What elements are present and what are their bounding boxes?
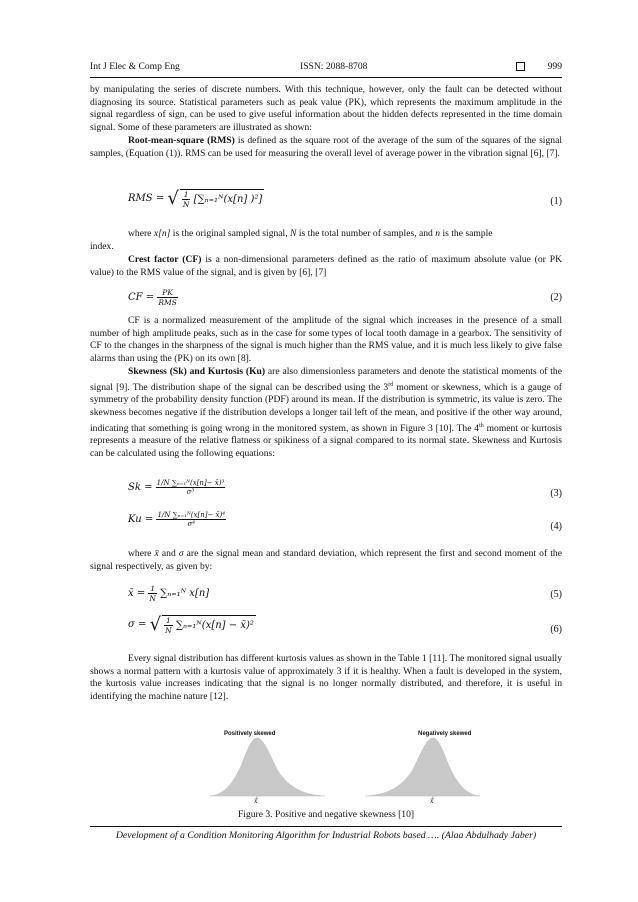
where2-c: are the signal mean and standard deviation, which represent the first and second moment of the signal respectively, as given by: bbox=[90, 548, 562, 572]
equation-4-math: Ku = $\frac{\text{1/N ∑ₙ₌₁ᴺ(x[n]− x̄)⁴}}{\text{σ⁴}}$ bbox=[128, 511, 226, 528]
eq6-radicand bbox=[162, 615, 256, 635]
eq3-numerator: 1/N ∑ₙ₌₁ᴺ(x[n]− x̄)³ bbox=[156, 479, 225, 487]
mean-symbol-left: x̄ bbox=[254, 798, 258, 805]
paragraph-where-1 bbox=[90, 228, 562, 241]
paragraph-skewness-kurtosis bbox=[90, 366, 562, 461]
label-negatively-skewed: Negatively skewed bbox=[418, 731, 472, 737]
equation-2-math: CF = $\frac{PK}{\text{RMS}}$ bbox=[128, 288, 177, 307]
eq1-number: (1) bbox=[550, 196, 562, 207]
header-rule bbox=[90, 77, 562, 78]
equation-3-math: Sk = $\frac{\text{1/N ∑ₙ₌₁ᴺ(x[n]− x̄)³}}{\text{σ³}}$ bbox=[128, 479, 225, 496]
cf-text: is a non-dimensional parameters defined as the ratio of maximum absolute value (or PK value) to the RMS value of the signal, and is given by [6], [7] bbox=[90, 254, 562, 278]
mean-symbol-right: x̄ bbox=[430, 798, 434, 805]
eq5-lhs: x̄ bbox=[128, 588, 134, 599]
eq5-frac-num: 1 bbox=[150, 584, 156, 593]
paragraph-kurtosis-values: Every signal distribution has different kurtosis values as shown in the Table 1 [11]. The monitored signal usually shows a normal pattern with a kurtosis value of approximately 3 if it is healthy. When a fault is developed in the system, the kurtosis value increases indicating that the signal is no longer normally distributed, and therefore, it is useful in identifying the machine nature [12]. bbox=[90, 653, 562, 702]
sqrt-icon: √ bbox=[149, 614, 162, 635]
eq5-body: ∑ₙ₌₁ᴺ x[n] bbox=[160, 588, 210, 599]
sk-term: Skewness (Sk) and Kurtosis (Ku) bbox=[128, 366, 266, 377]
cf-term: Crest factor (CF) bbox=[128, 254, 202, 265]
sk-sup-rd: rd bbox=[388, 381, 394, 388]
eq6-frac-den: N bbox=[165, 625, 172, 635]
footer-rule bbox=[90, 826, 562, 827]
where1-b: is the original sampled signal, bbox=[170, 228, 291, 239]
running-header bbox=[90, 61, 562, 75]
eq4-number: (4) bbox=[550, 521, 562, 532]
eq6-lhs: σ bbox=[128, 619, 135, 630]
running-footer: Development of a Condition Monitoring Algorithm for Industrial Robots based …. (Alaa Abdulhady Jaber) bbox=[115, 830, 537, 841]
eq1-lhs: RMS bbox=[128, 193, 153, 204]
where2-b: and bbox=[158, 548, 179, 559]
eq4-lhs: Ku bbox=[128, 514, 142, 525]
page-number: 999 bbox=[547, 61, 562, 72]
equation-1 bbox=[90, 188, 562, 216]
equation-6-math: σ = √ $\frac{1}{N}$ ∑ₙ₌₁ᴺ(x[n] − x̄)² bbox=[128, 614, 254, 635]
label-positively-skewed: Positively skewed bbox=[224, 731, 276, 737]
paragraph-intro: by manipulating the series of discrete numbers. With this technique, however, only the fault can be detected without diagnosing its source. Statistical parameters such as peak value (PK), which represents the maximum amplitude in the signal regardless of sign, can be used to give useful information about the hidden defects represented in the time domain signal. Some of these parameters are illustrated as shown: bbox=[90, 84, 562, 133]
skewness-curves bbox=[210, 726, 480, 808]
eq3-number: (3) bbox=[550, 488, 562, 499]
paragraph-rms bbox=[90, 135, 562, 160]
eq6-frac-num: 1 bbox=[165, 615, 171, 625]
where1-a: where bbox=[128, 228, 154, 239]
figure-caption: Figure 3. Positive and negative skewness [10] bbox=[237, 809, 415, 820]
eq4-denominator: σ⁴ bbox=[187, 520, 196, 528]
where2-xbar: x̄ bbox=[154, 548, 159, 559]
where2-a: where bbox=[128, 548, 155, 559]
eq1-frac-num: 1 bbox=[183, 189, 189, 199]
paragraph-cf-description: CF is a normalized measurement of the amplitude of the signal which increases in the presence of a small number of high amplitude peaks, such as in the case for some types of local tooth damage in a gearbox. The sensitivity of CF to the changes in the sharpness of the signal is much higher than the RMS value, and it is much less likely to give false alarms than using the (PK) on its own [8]. bbox=[90, 315, 562, 364]
eq1-frac-den: N bbox=[182, 199, 190, 209]
eq4-numerator: 1/N ∑ₙ₌₁ᴺ(x[n]− x̄)⁴ bbox=[157, 511, 226, 519]
sk-text-a: are also dimensionless parameters and denote the statistical moments of the signal [9]. The distribution shape of the signal can be described using the 3 bbox=[90, 366, 562, 393]
figure-skewness bbox=[210, 726, 480, 808]
eq2-frac-num: PK bbox=[157, 288, 177, 298]
negative-skew-curve bbox=[365, 738, 480, 796]
where1-N: N bbox=[290, 228, 297, 239]
eq1-radicand bbox=[180, 189, 264, 209]
equation-5-math: x̄ = $\frac{1}{N}$ ∑ₙ₌₁ᴺ x[n] bbox=[128, 584, 210, 603]
journal-name: Int J Elec & Comp Eng bbox=[90, 61, 180, 72]
eq3-denominator: σ³ bbox=[186, 488, 195, 496]
sk-sup-th: th bbox=[479, 422, 484, 429]
eq6-number: (6) bbox=[550, 624, 562, 635]
eq3-lhs: Sk bbox=[128, 482, 141, 493]
index-word: index. bbox=[90, 241, 114, 252]
where1-x: x[n] bbox=[153, 228, 171, 239]
eq1-body: [∑ₙ₌₁ᴺ(x[n] )²] bbox=[193, 193, 263, 205]
eq2-lhs: CF bbox=[128, 292, 143, 303]
where2-sigma: σ bbox=[178, 548, 184, 559]
eq5-frac-den: N bbox=[149, 594, 156, 603]
paragraph-where-2 bbox=[90, 548, 562, 573]
where1-n: n bbox=[435, 228, 441, 239]
equation-5 bbox=[90, 584, 562, 612]
eq5-number: (5) bbox=[550, 589, 562, 600]
equation-3 bbox=[90, 479, 562, 507]
sk-text-b: moment or skewness, which is a gauge of symmetry of the probability density function (PDF) around its mean. If the distribution is symmetric, its value is zero. The skewness becomes negative if the distribution develops a longer tail left of the mean, and positive if the other way around, indicating that something is going wrong in the monitored system, as shown in Figure 3 [10]. The 4 bbox=[90, 381, 562, 434]
eq2-number: (2) bbox=[550, 292, 562, 303]
checkbox-square-icon bbox=[516, 62, 525, 71]
where1-c: is the total number of samples, and bbox=[296, 228, 436, 239]
rms-term: Root-mean-square (RMS) bbox=[128, 135, 235, 146]
eq6-body: ∑ₙ₌₁ᴺ(x[n] − x̄)² bbox=[175, 619, 254, 631]
where1-d: is the sample bbox=[440, 228, 493, 239]
sk-text-c: moment or kurtosis represents a measure of the relative flatness or spikiness of a signal compared to its normal state. Skewness and Kurtosis can be calculated using the following equations: bbox=[90, 422, 562, 459]
rms-text: is defined as the square root of the average of the sum of the squares of the signal samples, (Equation (1)). RMS can be used for measuring the overall level of average power in the vibration signal [6], [7]. bbox=[90, 135, 562, 159]
eq2-frac-den: RMS bbox=[158, 298, 177, 307]
paragraph-crest-factor bbox=[90, 254, 562, 279]
equation-2 bbox=[90, 288, 562, 316]
sqrt-icon: √ bbox=[167, 188, 179, 209]
equation-4 bbox=[90, 511, 562, 539]
positive-skew-curve bbox=[210, 738, 325, 796]
equation-6 bbox=[90, 614, 562, 642]
issn: ISSN: 2088-8708 bbox=[300, 61, 368, 72]
equation-1-math: RMS = √ $\frac{1}{N}$ [∑ₙ₌₁ᴺ(x[n] )²] bbox=[128, 188, 263, 209]
